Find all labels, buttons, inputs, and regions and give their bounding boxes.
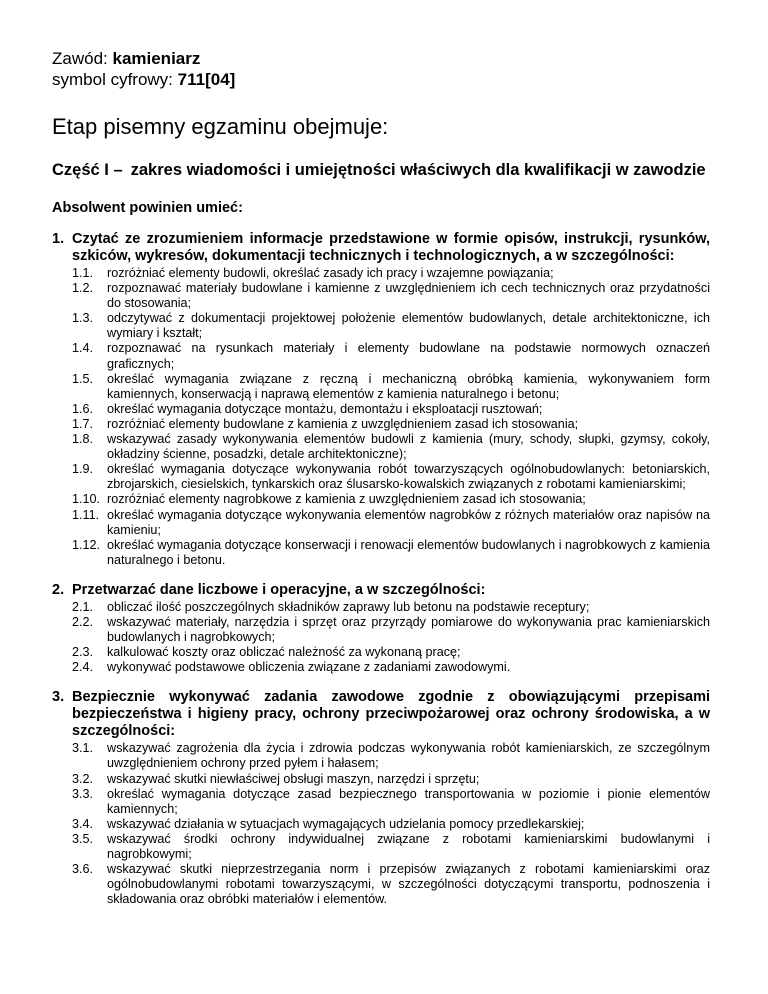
item-text: odczytywać z dokumentacji projektowej położenie elementów budowlanych, detale architektoniczne, ich wymiary i kształt; <box>107 311 710 341</box>
list-item <box>72 832 710 862</box>
list-item <box>72 817 710 832</box>
item-text: określać wymagania związane z ręczną i mechaniczną obróbką kamienia, wykonywaniem form kamiennych, konserwacją i naprawą elementów z kamienia naturalnego i betonu; <box>107 371 710 401</box>
item-text: rozróżniać elementy budowlane z kamienia z uwzględnieniem zasad ich stosowania; <box>107 416 579 431</box>
item-number: 3.6. <box>72 862 94 877</box>
item-text: określać wymagania dotyczące wykonywania elementów nagrobków z różnych materiałów oraz napisów na kamieniu; <box>107 507 710 537</box>
list-item <box>72 538 710 568</box>
list-item <box>72 492 710 507</box>
part-label: Część I – <box>52 161 123 179</box>
item-text: kalkulować koszty oraz obliczać należność za wykonaną pracę; <box>107 645 461 660</box>
section-items <box>72 266 710 568</box>
list-item <box>72 432 710 462</box>
item-number: 1.2. <box>72 281 94 296</box>
item-number: 1.11. <box>72 507 100 522</box>
section-items <box>72 741 710 907</box>
profession-value: kamieniarz <box>112 49 201 68</box>
item-text: wskazywać skutki niewłaściwej obsługi maszyn, narzędzi i sprzętu; <box>107 771 480 786</box>
section-heading <box>52 582 710 599</box>
part-heading <box>52 160 710 181</box>
item-text: wskazywać środki ochrony indywidualnej związane z robotami kamieniarskimi budowlanymi i nagrobkowymi; <box>107 831 710 861</box>
section-number: 1. <box>52 231 65 247</box>
list-item <box>72 660 710 675</box>
list-item <box>72 615 710 645</box>
list-item <box>72 266 710 281</box>
list-item <box>72 281 710 311</box>
profession-label: Zawód: <box>52 49 108 68</box>
item-text: określać wymagania dotyczące zasad bezpiecznego transportowania w poziomie i pionie elementów kamiennych; <box>107 786 710 816</box>
item-text: wskazywać skutki nieprzestrzegania norm i przepisów związanych z robotami kamieniarskimi oraz ogólnobudowlanymi robotami towarzyszącymi, w szczególności dotyczącymi transportu, podnoszenia i składowania oraz obróbki materiałów i elementów. <box>107 862 710 907</box>
item-number: 1.7. <box>72 416 94 431</box>
section-title: Przetwarzać dane liczbowe i operacyjne, a w szczególności: <box>72 581 486 598</box>
intro-text: Absolwent powinien umieć: <box>52 200 243 216</box>
list-item <box>72 772 710 787</box>
item-text: wskazywać zasady wykonywania elementów budowli z kamienia (mury, schody, słupki, gzymsy, cokoły, okładziny ścienne, posadzki, detale architektoniczne); <box>107 432 710 462</box>
item-text: określać wymagania dotyczące wykonywania robót towarzyszących ogólnobudowlanych: betoniarskich, zbrojarskich, ciesielskich, tynkarskich oraz ślusarsko-kowalskich związanych z robotami kamieniarskimi; <box>107 462 710 492</box>
item-text: rozpoznawać materiały budowlane i kamienne z uwzględnieniem ich cech technicznych oraz przydatności do stosowania; <box>107 281 710 311</box>
section-number: 3. <box>52 689 65 706</box>
item-number: 3.1. <box>72 741 94 756</box>
list-item <box>72 341 710 371</box>
item-number: 3.2. <box>72 771 94 786</box>
section-items <box>72 600 710 675</box>
part-text: zakres wiadomości i umiejętności właściwych dla kwalifikacji w zawodzie <box>130 161 706 179</box>
item-number: 1.8. <box>72 432 94 447</box>
item-text: rozróżniać elementy budowli, określać zasady ich pracy i wzajemne powiązania; <box>107 266 554 280</box>
section-title: Czytać ze zrozumieniem informacje przedstawione w formie opisów, instrukcji, rysunków, szkiców, wykresów, dokumentacji technicznych i technologicznych, a w szczególności: <box>72 231 710 264</box>
item-text: określać wymagania dotyczące montażu, demontażu i eksploatacji rusztowań; <box>107 401 543 416</box>
section-number: 2. <box>52 581 65 598</box>
document-meta <box>52 48 710 90</box>
list-item <box>72 417 710 432</box>
item-text: wskazywać działania w sytuacjach wymagających udzielania pomocy przedlekarskiej; <box>107 816 585 831</box>
sections-list <box>52 231 710 907</box>
item-number: 3.3. <box>72 786 94 801</box>
item-text: rozpoznawać na rysunkach materiały i elementy budowlane na podstawie normowych oznaczeń graficznych; <box>107 341 710 371</box>
item-number: 2.1. <box>72 599 94 614</box>
item-number: 2.4. <box>72 660 94 675</box>
symbol-value: 711[04] <box>177 70 236 89</box>
item-number: 1.1. <box>72 266 94 280</box>
list-item <box>72 741 710 771</box>
list-item <box>72 462 710 492</box>
item-number: 3.4. <box>72 816 94 831</box>
section-heading <box>52 689 710 740</box>
list-item <box>72 372 710 402</box>
item-number: 1.6. <box>72 401 94 416</box>
list-item <box>72 787 710 817</box>
item-number: 1.10. <box>72 492 101 507</box>
item-text: rozróżniać elementy nagrobkowe z kamienia z uwzględnieniem zasad ich stosowania; <box>107 492 586 507</box>
list-item <box>72 508 710 538</box>
item-number: 1.5. <box>72 371 94 386</box>
section-title: Bezpiecznie wykonywać zadania zawodowe zgodnie z obowiązującymi przepisami bezpieczeństwa i higieny pracy, ochrony przeciwpożarowej oraz ochrony środowiska, a w szczególności: <box>72 689 710 740</box>
section-heading <box>52 231 710 265</box>
symbol-line <box>52 69 710 90</box>
item-number: 1.9. <box>72 462 94 477</box>
item-number: 1.4. <box>72 341 94 356</box>
symbol-label: symbol cyfrowy: <box>52 70 173 89</box>
item-number: 2.2. <box>72 614 94 629</box>
list-item <box>72 600 710 615</box>
page-title: Etap pisemny egzaminu obejmuje: <box>52 114 389 139</box>
item-number: 2.3. <box>72 645 94 660</box>
item-number: 1.12. <box>72 537 101 552</box>
section <box>52 231 710 568</box>
item-text: wskazywać materiały, narzędzia i sprzęt oraz przyrządy pomiarowe do wykonywania prac kamieniarskich budowlanych i nagrobkowych; <box>107 614 710 645</box>
list-item <box>72 862 710 907</box>
item-text: określać wymagania dotyczące konserwacji i renowacji elementów budowlanych i nagrobkowych z kamienia naturalnego i betonu. <box>107 537 710 567</box>
profession-line <box>52 48 710 69</box>
item-text: wykonywać podstawowe obliczenia związane z zadaniami zawodowymi. <box>107 660 511 675</box>
item-text: wskazywać zagrożenia dla życia i zdrowia podczas wykonywania robót kamieniarskich, ze szczególnym uwzględnieniem ochrony przed pyłem i hałasem; <box>107 741 710 771</box>
section <box>52 582 710 675</box>
item-number: 3.5. <box>72 831 94 846</box>
list-item <box>72 645 710 660</box>
list-item <box>72 311 710 341</box>
list-item <box>72 402 710 417</box>
section <box>52 689 710 907</box>
item-number: 1.3. <box>72 311 94 326</box>
item-text: obliczać ilość poszczególnych składników zaprawy lub betonu na podstawie receptury; <box>107 599 590 614</box>
